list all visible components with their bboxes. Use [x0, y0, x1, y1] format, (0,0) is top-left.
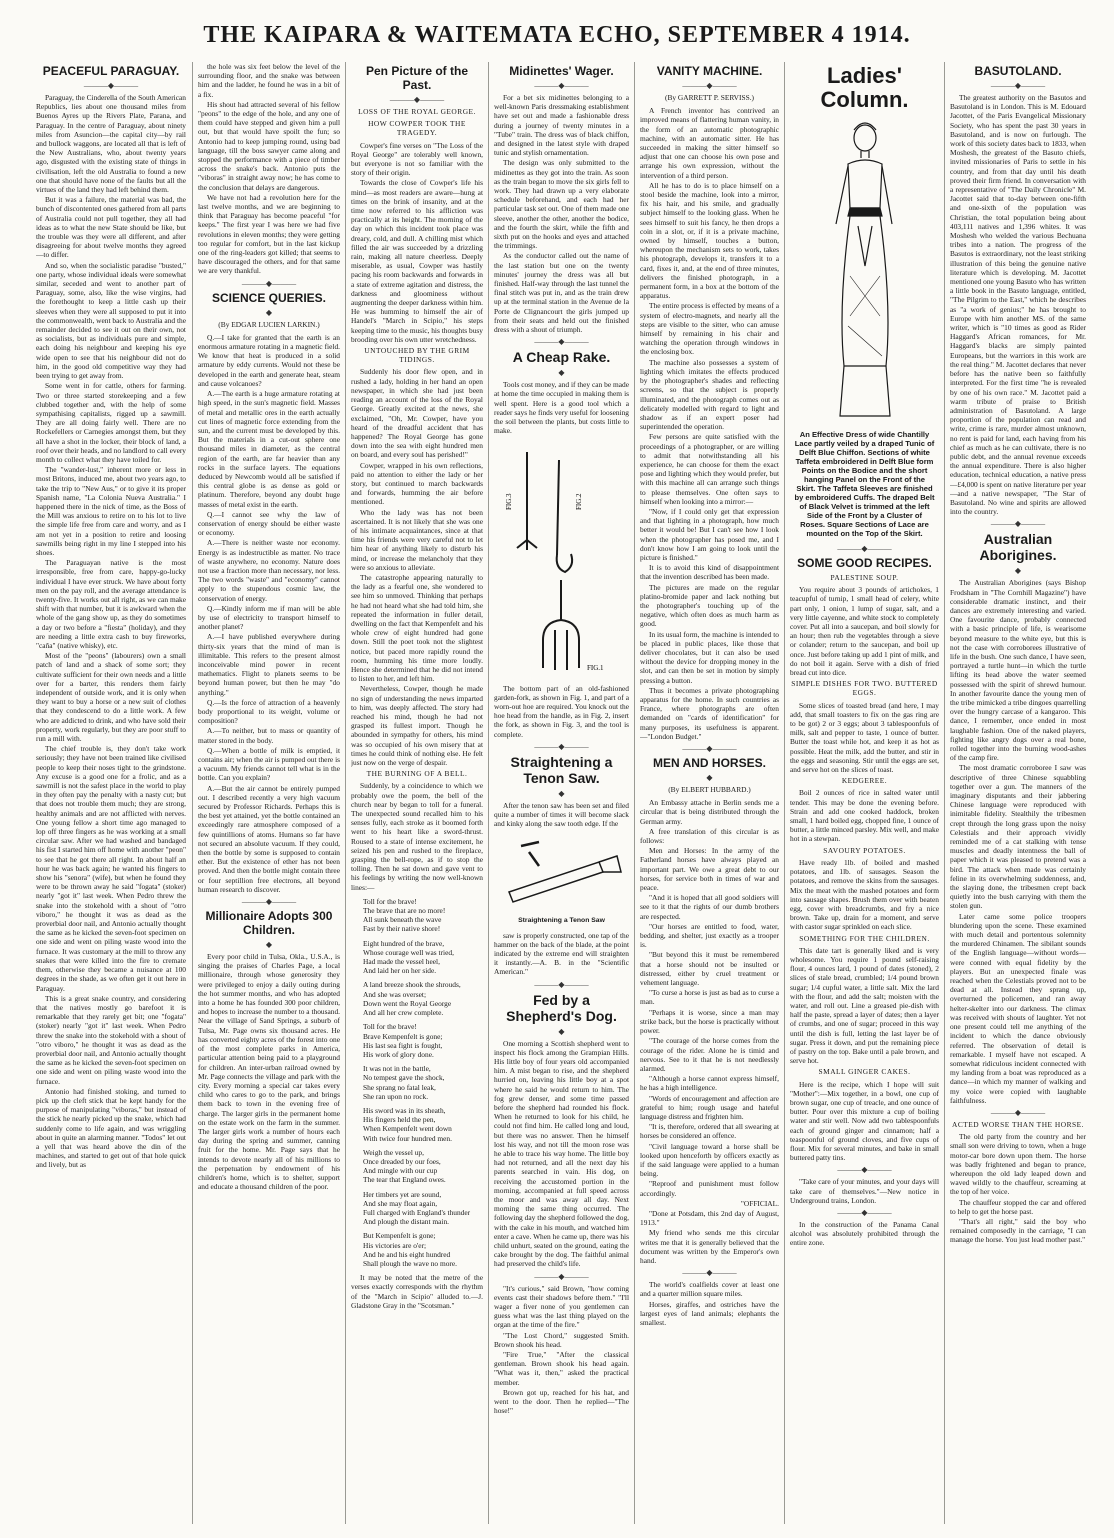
- separator: ———◆———: [990, 1107, 1046, 1117]
- poem-line: And she was overset;: [363, 989, 427, 999]
- poem-line: She ran upon no rock.: [363, 1091, 429, 1101]
- poem-line: And all her crew complete.: [363, 1008, 444, 1018]
- column-rule: [192, 62, 193, 1524]
- paragraph: The entire process is effected by means of a system of electro-magnets, and nearly all the steps are visible to the sitter, who can amuse himself by remaining in his chair and watching the operation through windows in the enclosing box.: [640, 301, 779, 357]
- separator: ———◆———: [837, 1208, 892, 1217]
- column-rule: [634, 62, 635, 1524]
- paragraph: We have not had a revolution here for the last twelve months, and we are beginning to think that Paraguay has become peaceful "for keeps." The first year I was here we had five revolutions in eleven months; they were getting too regular for comfort, but in the last kickup one of the ring-leaders got killed; that seems to have discouraged the others, and for that same we are very thankful.: [198, 192, 340, 276]
- paragraph: Q.—I cannot see why the law of conservation of energy should be either waste or economy.: [198, 509, 340, 538]
- paragraph: This is a great snake country, and considering that the natives mostly go barefoot it is remarkable that they rarely get bit; one "fogata" (stoker) nearly "got it" last week. When Pedro threw the snake into the stokehold with a shout of "otro viboro," he thought it was as dead as the proverbial door nail, and Antonio actually thought the same as he kicked the seven-foot specimen on one side and went on piling waste wood into the furnace.: [36, 993, 186, 1086]
- subheading: UNTOUCHED BY THE GRIM TIDINGS.: [364, 346, 470, 365]
- separator: ◆: [706, 773, 713, 783]
- paragraph: A.—But the air cannot be entirely pumped out. I described recently a very high vacuum secured by Professor Richards. Perhaps this is the best yet attained, yet the bottle contained an exceedingly rare atmosphere composed of a few quintillions of atoms. Humans so far have not secured an absolute vacuum. If they could, then the bottle by some is supposed to contain ether. But the existence of ether has not been proved. And then the bottle might contain three or four septillion free electrons, all beyond human research to discover.: [198, 783, 340, 894]
- subheading: ACTED WORSE THAN THE HORSE.: [952, 1119, 1084, 1129]
- head: [854, 125, 876, 151]
- paragraph: The chauffeur stopped the car and offered to help to get the horse past.: [950, 1197, 1086, 1216]
- column-6: [790, 62, 939, 1524]
- poem-line: His work of glory done.: [363, 1049, 434, 1059]
- paragraph: Later came some police troopers blundering upon the scene. These examined with much detail and portentous solemnity the murdered Chinamen. The sibilant sounds of the English language—without words—were conned with equal fidelity by the players. But an unexpected finale was reached when the Celestials proved not to be dead at all. Instead they sprang up, overturned the policemen, and ran away helter-skelter into our darkness. The climax was received with shouts of laughter. Yet not one present could tell me anything of the incident to which the dance obviously referred. The observation of detail is remarkable. I myself have not escaped. A somewhat ridiculous incident connected with my landing from a boat was reproduced as a dance—in which my manner of walking and my voice were copied with laughable faithfulness.: [950, 911, 1086, 1105]
- paragraph: Q.—I take for granted that the earth is an enormous armature rotating in a magnetic field. We know that heat is produced in a solid armature by eddy currents. Would not these be developed in the earth and generate heat, steam and cause volcanoes?: [198, 332, 340, 388]
- headline-midinettes: Midinettes' Wager.: [509, 64, 614, 78]
- paragraph: A.—To neither, but to mass or quantity of matter stored in the body.: [198, 726, 340, 745]
- poem-line: Weigh the vessel up,: [363, 1147, 424, 1157]
- paragraph: "Reproof and punishment must follow accordingly.: [640, 1179, 779, 1198]
- skirt: [840, 366, 890, 416]
- separator: ———◆———: [241, 897, 297, 907]
- byline: (By EDGAR LUCIEN LARKIN.): [218, 319, 320, 329]
- paragraph: Paraguay, the Cinderella of the South American Republics, lies about one thousand miles from Buenos Ayres up the Rivers Plate, Parana, and Paraguay. In the centre of Paraguay, about ninety miles from Asuncion—the capital city—by rail and bullock waggons, are located all that is left of the New Australians, who, about twenty years ago, disgusted with the existing state of things in civilisation, left the old Australia to found a new one that should have none of the faults but all the virtues of the land they had left behind them.: [36, 93, 186, 195]
- poem-line: Shall plough the wave no more.: [363, 1258, 458, 1268]
- paragraph: saw is properly constructed, one tap of the hammer on the back of the blade, at the point indicated by the extreme end will straighten it instantly.—A. B. in the "Scientific American.": [494, 930, 629, 977]
- subheading: HOW COWPER TOOK THE TRAGEDY.: [368, 119, 466, 138]
- poem-line: Once dreaded by our foes,: [363, 1156, 441, 1166]
- separator: ———◆———: [990, 519, 1046, 529]
- separator: ———◆———: [990, 81, 1046, 90]
- poem-line: His last sea fight is fought,: [363, 1040, 443, 1050]
- column-1: [36, 62, 186, 1524]
- dress-caption: An Effective Dress of wide Chantilly Lace partly veiled by a draped Tunic of Delft Blue Chiffon. Sections of white Taffeta embroidered in Delft Blue form Points on the Bodice and the short hanging Panel on the Front of the Skirt. The Taffeta Sleeves are finished by embroidered Cuffs. The draped Belt of Black Velvet is trimmed at the left Side of the Front by a Cluster of Roses. Square Sections of Lace are mounted on the Top of the Skirt.: [794, 430, 935, 538]
- fig2-handle: [557, 460, 559, 555]
- paragraph: "But beyond this it must be remembered that a horse should not be insulted or distressed, either by cruel treatment or vehement language.: [640, 950, 779, 988]
- separator: ———◆———: [241, 278, 297, 288]
- paragraph: A.—The earth is a huge armature rotating at high speed, in the sun's magnetic field. Masses of metal and metallic ores in the earth actually cut lines of magnetic force extending from the sun, and the current must be developed by this. But the materials in a cut-out sphere one thousand miles in diameter, as the central region of the earth, are far heavier than any rocks in the surface layers. The equations deduced by Newcomb would all be satisfied if this central globe is as dense as gold or platinum. Therefore, beyond any doubt huge masses of metal exist in the earth.: [198, 389, 340, 509]
- paragraph: Antonio had finished stoking, and turned to pick up the cleft stick that he kept handy for the purpose of manipulating "viboras," but instead of the stick he nearly picked up the snake, which had suddenly come to life again, and was wriggling about in quite an alarming manner. "Todos" let out a yell that was heard above the din of the machines, and started to get out of that hole quick and lively, but as: [36, 1086, 186, 1170]
- headline-peaceful-paraguay: PEACEFUL PARAGUAY.: [42, 64, 180, 78]
- subheading: LOSS OF THE ROYAL GEORGE.: [358, 107, 476, 116]
- poem-line: When Kempenfelt went down: [363, 1124, 452, 1134]
- paragraph: Cowper's fine verses on "The Loss of the Royal George" are tolerably well known, but everyone is not so familiar with the story of their origin.: [351, 140, 483, 178]
- paragraph: Q.—When a bottle of milk is emptied, it contains air; when the air is pumped out there is a vacuum. My friends cannot tell what is in the bottle. Can you explain?: [198, 745, 340, 783]
- poem-line: Eight hundred of the brave,: [363, 938, 445, 948]
- column-rule: [944, 62, 945, 1524]
- paragraph: "That's all right," said the boy who remained composedly in the carriage, "I can manage the horse. You just lead mother past.": [950, 1216, 1086, 1245]
- bodice: [848, 160, 882, 208]
- paragraph: A.—There is neither waste nor economy. Energy is as indestructible as matter. No trace of waste anywhere, no economy. Nature does not use a fraction more than necessary, nor less. The two words "waste" and "economy" cannot apply to the stupendous cosmic law, the conservation of energy.: [198, 538, 340, 603]
- separator: ◆: [1014, 566, 1022, 576]
- poem: [351, 897, 483, 1268]
- separator: ———◆———: [83, 81, 139, 90]
- paragraph: "The Lost Chord," suggested Smith. Brown shook his head.: [494, 1330, 629, 1349]
- velvet-belt: [848, 208, 882, 216]
- poem-line: And he and his eight hundred: [363, 1249, 451, 1259]
- separator: ———◆———: [682, 81, 737, 90]
- paragraph: His shout had attracted several of his fellow "peons" to the edge of the hole, and any one of them could have stepped and given him a pull out, but that would have spoilt the fun; so Antonio had to keep jumping round, using bad language, till the boss sawyer came along and stopped the performance with a piece of timber across the snake's back. Antonio puts the "viboras" in straight away now; he has come to the conclusion that delays are dangerous.: [198, 99, 340, 192]
- lace-pattern: [848, 276, 882, 356]
- paragraph: Q.—Is the force of attraction of a heavenly body proportional to its weight, volume or composition?: [198, 697, 340, 726]
- paragraph: "Perhaps it is worse, since a man may strike back, but the horse is practically without power.: [640, 1007, 779, 1036]
- separator: ———◆———: [534, 337, 589, 347]
- rake-illustration: [499, 440, 624, 680]
- column-3: [351, 62, 483, 1524]
- byline: (By GARRETT P. SERVISS.): [665, 93, 754, 102]
- column-7: [950, 62, 1086, 1524]
- subheading: KEDGEREE.: [841, 776, 888, 786]
- paragraph: It may be noted that the metre of the verses exactly corresponds with the rhythm of the "March in Scipio" alluded to.—J. Gladstone Gray in the "Scotsman.": [351, 1273, 483, 1310]
- poem-line: But Kempenfelt is gone;: [363, 1231, 436, 1241]
- separator: ———◆———: [837, 544, 892, 553]
- headline-science-queries: SCIENCE QUERIES.: [211, 290, 327, 305]
- paragraph: The pictures are made on the regular platino-bromide paper and lack nothing but the photographer's touching up of the negative, which often does as much harm as good.: [640, 582, 779, 629]
- poem-line: The brave that are no more!: [363, 906, 446, 916]
- poem-line: A land breeze shook the shrouds,: [363, 980, 461, 990]
- poem-line: Had made the vessel heel,: [363, 957, 440, 967]
- poem-line: Her timbers yet are sound,: [363, 1189, 442, 1199]
- paragraph: As the conductor called out the name of the last station but one on the twenty minutes' journey the dress was all but finished. Half-way through the last tunnel the final stitch was put in, and as the train drew up at the terminal station in the Avenue de la Porte de Clignancourt the girls jumped up from their seats and held out the finished dress with a shout of triumph.: [494, 251, 629, 335]
- poem-line: Brave Kempenfelt is gone;: [363, 1031, 443, 1041]
- poem-line: Toll for the brave!: [363, 896, 417, 906]
- paragraph: An Embassy attache in Berlin sends me a circular that is being distributed through the German army.: [640, 798, 779, 826]
- paragraph: Cowper, wrapped in his own reflections, paid no attention to either the lady or her story, but continued to march backwards and forwards, humming the air before mentioned.: [351, 460, 483, 507]
- column-5: [640, 62, 779, 1524]
- poem-line: Down went the Royal George: [363, 998, 452, 1008]
- poem-line: With twice four hundred men.: [363, 1133, 452, 1143]
- fig-label-3: FIG.3: [505, 492, 513, 510]
- saw-caption: Straightening a Tenon Saw: [518, 917, 605, 925]
- paragraph: Horses, giraffes, and ostriches have the largest eyes of land animals; elephants the smallest.: [640, 1299, 779, 1327]
- poem-line: No tempest gave the shock,: [363, 1073, 445, 1083]
- paragraph: Here is the recipe, which I hope will suit "Mother":—Mix together, in a bowl, one cup of brown sugar, one cup of treacle, and one ounce of butter. Pour over this mixture a cup of boiling water and stir well. Now add two tablespoonfuls each of ground ginger and cinnamon; half a teaspoonful of ground cloves, and five cups of flour. Mix for several minutes, and bake in small buttered patty tins.: [790, 1079, 939, 1163]
- headline-millionaire: Millionaire Adopts 300 Children.: [205, 909, 333, 938]
- paragraph: "Our horses are entitled to food, water, bedding, and shelter, just exactly as a trooper is.: [640, 921, 779, 950]
- separator: ◆: [558, 1026, 565, 1036]
- paragraph: Q.—Kindly inform me if man will be able by use of electricity to transport himself to another planet?: [198, 603, 340, 632]
- paragraph: One morning a Scottish shepherd went to inspect his flock among the Grampian Hills. His little boy of four years old accompanied him. A mist began to rise, and the shepherd hurried on, leaving his little boy at a spot where he said he would return to him. The fog grew denser, and some time passed before the shepherd had rounded his flock. When he returned to look for his child, he could not find him. He called long and loud, but there was no answer. Then he himself lost his way, and not till the moon rose was he able to trace his way home. The little boy had not returned, and all the next day his parents searched in vain. His dog, on receiving the accustomed portion in the morning, accompanied at full speed across the moor and was away all day. Next morning the same thing occurred. The following day the shepherd followed the dog, with the cake in his mouth, and watched him enter a cave. When he came up, there was his child unhurt, seated on the ground, eating the cake brought by the dog. The faithful animal had preserved the child's life.: [494, 1038, 629, 1269]
- separator: ———◆———: [534, 979, 589, 989]
- fig1-fork-bend: [543, 620, 579, 640]
- paragraph: The Australian Aborigines (says Bishop Frodsham in "The Cornhill Magazine") have considerable dramatic instinct, and their dances are extremely interesting and varied. One favourite dance, probably connected with a basic principle of life, is wearisome beyond measure to the white eye, but this is not the case with corroborees illustrative of life in the bush. One such dance, I have seen, portrayed a turtle hunt—in which the turtle lifting its head above the water seemed possessed with the spirit of shrewd humour. In another favourite dance the young men of the tribe mimicked a tribe dingoes quarrelling over the hungry carcase of a kangaroo. This dance, I remember, once ended in most laughable fashion. One of the naked players, fighting like angry dogs over a real bone, rolled together into the burning wood-ashes of the camp fire.: [950, 578, 1086, 763]
- paragraph: "It is, therefore, ordered that all swearing at horses be considered an offence.: [640, 1122, 779, 1141]
- poem-line: And mingle with our cup: [363, 1166, 438, 1176]
- paragraph: In its usual form, the machine is intended to be placed in public places, like those that deliver chocolates, but it can also be used without the device for dropping money in the slot, and can then be set in motion by simply pressing a button.: [640, 629, 779, 685]
- column-4: [494, 62, 629, 1524]
- paragraph: The greatest authority on the Basutos and Basutoland is in London. This is M. Edouard Jacottet, of the Paris Evangelical Missionary Society, who has spent the past 30 years in Basutoland, and is now on furlough. The work of this society dates back to 1833, when Moshesh, the greatest of the Basuto chiefs, invited missionaries of Paris to settle in his country, and from that day until his death proved their firm friend. In conversation with a representative of "The Daily Chronicle" M. Jacottet said that to-day between one-fifth and one-sixth of the population was Christian, the total population being about 403,111 natives and 1,396 whites. It was Moshesh who welded the various Bechuana tribes into a nation. The progress of the Basutos is extraordinary, not the least striking illustration of this being the genuine native literature which is developing. M. Jacottet mentioned one young Basuto who has written a little book in the Basuto language, entitled, "The Pilgrim to the East," which he describes as "a work of genius;" he has brought to Europe with him another MS. of the same writer, which is "10 times as good as Rider Haggard's African romances, for Mr. Haggard's blacks are simply painted Europeans, but the warriors in this work are the real thing." M. Jacottet declares that never before has the native been so faithfully interpreted. For the first time "he is revealed by one of his own race." M. Jacottet paid a warm tribute of praise to British administration of Basutoland. A large proportion of the population can read and write, crime is rare, murder almost unknown, no rent is paid for land, each having from his chief as much as he can cultivate, there is no public debt, and the annual revenue exceeds the annual expenditure. There is also higher education, technical education, a native press—£4,000 is spent on native literature per year—and a native newspaper, "The Star of Basutoland. No wine and spirits are allowed into the country.: [950, 93, 1086, 517]
- paragraph: Suddenly his door flew open, and in rushed a lady, holding in her hand an open newspaper, in which she had just been reading an account of the loss of the Royal George. Greatly excited at the news, she exclaimed, "Oh, Mr. Cowper, have you heard of the dreadful accident that has happened? The Royal George has gone down into the sea with eight hundred men on board, and every soul has perished!": [351, 367, 483, 460]
- headline-basutoland: BASUTOLAND.: [974, 64, 1062, 78]
- paragraph: The old party from the country and her small son were driving to town, when a huge motor-car bore down upon them. The horse was badly frightened and began to prance, whereupon the old lady leaped down and waved wildly to the chauffeur, screaming at the top of her voice.: [950, 1132, 1086, 1197]
- subheading: SIMPLE DISHES FOR TWO. BUTTERED EGGS.: [791, 679, 938, 698]
- separator: ◆: [265, 307, 273, 317]
- separator: ———◆———: [837, 1165, 892, 1175]
- paragraph: But it was a failure, the material was bad, the bunch of discontented ones gathered from all parts of Australia could not pull together, they all had ideas as to what the new State should be like, but the trouble was they were all different, and after disagreeing for about twelve months they agreed—to differ.: [36, 195, 186, 260]
- paragraph: Suddenly, by a coincidence to which we probably owe the poem, the bell of the church near by began to toll for a funeral. The unexpected sound recalled him to his senses fully, each stroke as it boomed forth went to his heart like a sword-thrust. Roused to a state of intense excitement, he seized his pen and rushed to the fireplace, grasping the bell-rope, as if to stop the tolling. Then he sat down and gave vent to his feelings by writing the now well-known lines:—: [351, 781, 483, 892]
- paragraph: Boil 2 ounces of rice in salted water until tender. This may be done the evening before. Strain and add one cooked haddock, broken small, 1 hard boiled egg, chopped fine, 1 ounce of butter, a little minced parsley. Mix well, and make hot in a stewpan.: [790, 788, 939, 844]
- paragraph: A.—I have published everywhere during thirty-six years that the mind of man is illimitable. This refers to the present almost inconceivable mind power in recent mathematics. Flight to planets seems to be beyond human power, but then he may "do anything.": [198, 632, 340, 697]
- headline-ladies-column: Ladies' Column.: [820, 63, 909, 112]
- poem-line: The tear that England owes.: [363, 1175, 446, 1185]
- poem-line: Full charged with England's thunder: [363, 1207, 471, 1217]
- front-panel: [858, 226, 872, 266]
- paragraph: "Now, if I could only get that expression and that lighting in a photograph, how much better it would be! But I can't see how I look when the photographer has posed me, and I don't know how I am going to look until the picture is finished.": [640, 506, 779, 562]
- fig-label-2: FIG.2: [575, 492, 583, 510]
- fig3-fork-head: [517, 540, 537, 550]
- paragraph: "Words of encouragement and affection are grateful to him; rough usage and hateful language distress and frighten him.: [640, 1093, 779, 1121]
- paragraph: Towards the close of Cowper's life his mind—as most readers are aware—hung at times on the brink of insanity, and at the time now referred to his affliction was practically at its height. The morning of the day on which this incident took place was dreary, cold, and dull. A chilling mist which filled the air was succeeded by a drizzling rain, making all nature cheerless. Deeply miserable, as usual, Cowper was hastily pacing his room backwards and forwards in a state of extreme agitation and distress, the darkness and gloominess without augmenting the deeper darkness within him. He was humming to himself the air of Handel's "March in Scipio," his steps keeping time to the music, his thoughts busy brooding over his own utter wretchedness.: [351, 178, 483, 344]
- paragraph: After the tenon saw has been set and filed quite a number of times it will become slack and kinky along the saw tooth edge. If the: [494, 800, 629, 829]
- subheading: SAVOURY POTATOES.: [823, 845, 906, 855]
- separator: ———◆———: [389, 95, 445, 104]
- paragraph: It is to avoid this kind of disappointment that the invention described has been made.: [640, 563, 779, 582]
- headline-men-and-horses: MEN AND HORSES.: [653, 756, 766, 771]
- paragraph: Nevertheless, Cowper, though he made no sign of understanding the news imparted to him, was deeply affected. The story had reached his mind, though he had not grasped its fullest import. Though he abounded in sympathy for others, his mind was so occupied of his own misery that at times he could think of nothing else. He felt just now on the verge of despair.: [351, 684, 483, 768]
- headline-cheap-rake: A Cheap Rake.: [512, 349, 611, 366]
- poem-line: And laid her on her side.: [363, 966, 437, 976]
- hammer: [521, 842, 539, 866]
- paragraph: "The courage of the horse comes from the courage of the rider. Alone he is timid and nervous. See to it that he is not needlessly alarmed.: [640, 1036, 779, 1073]
- poem-line: And plough the distant main.: [363, 1217, 450, 1227]
- paragraph: Brown got up, reached for his hat, and went to the door. Then he replied—"The hose!": [494, 1387, 629, 1416]
- paragraph: And so, when the socialistic paradise "busted," one party, whose individual ideals were somewhat similar, seceded and went to another part of Paraguay, some, also, like the wise virgins, had the forethought to keep a little cash up their sleeves when they were all supposed to put it into the commonwealth, went back to Australia and the remainder decided to see it out on their own, not as socialists, but as individuals pure and simple, each doing his neighbour and keeping his eye wide open to see that his neighbour did not do him, in the good old competitive way they had been trying to get away from.: [36, 260, 186, 381]
- paragraph: Who the lady was has not been ascertained. It is not likely that she was one of his intimate acquaintances, since at that time his friends were very careful not to let him hear of anything likely to disturb his mind, or increase the melancholy that they were so anxious to alleviate.: [351, 507, 483, 572]
- poem-line: His fingers held the pen,: [363, 1115, 436, 1125]
- paragraph: "Civil language toward a horse shall be looked upon henceforth by officers exactly as if the said language were applied to a human being.: [640, 1141, 779, 1179]
- paragraph: Thus it becomes a private photographing apparatus for the home. In such countries as France, where photographs are often demanded on "cards of identification" for many purposes, its usefulness is apparent.—"London Budget.": [640, 685, 779, 741]
- paragraph: All he has to do is to place himself on a stool beside the machine, look into a mirror, fix his hair, and his smile, and gradually subject himself to the looking glass. When he sees himself to suit his fancy, he then drops a coin in a slot, or, if it is a private machine, owned by himself, touches a button, whereupon the mechanism sets to work, takes his photograph, develops it, transfers it to a card, fixes it, and, at the end of three minutes, delivers the finished photograph, in a permanent form, in a box at the bottom of the apparatus.: [640, 180, 779, 301]
- separator: ———◆———: [682, 744, 737, 754]
- paragraph: Some slices of toasted bread (and here, I may add, that small toasters to fix on the gas ring are to be got) 2 or 3 eggs; about 3 tablespoonfuls of milk, salt and pepper to taste, 1 ounce of butter. Butter the toast while hot, and keep it as hot as possible. Heat the milk, add the butter, and stir in the eggs and seasoning. Stir until the eggs are set, and serve hot on the slices of toast.: [790, 700, 939, 775]
- poem-line: Toll for the brave!: [363, 1022, 417, 1032]
- paragraph: A free translation of this circular is as follows:: [640, 826, 779, 846]
- separator: ———◆———: [682, 1268, 737, 1278]
- headline-pen-picture: Pen Picture of the Past.: [365, 64, 469, 92]
- paragraph: Few persons are quite satisfied with the proceedings of a photographer, or are willing to admit that notwithstanding all his experience, he can choose for them the exact pose and lighting which they would prefer, but with this machine all can arrange such things to please themselves. One often says to himself when looking into a mirror:—: [640, 432, 779, 506]
- fig2-hoe-head: [557, 554, 572, 572]
- fig-label-1: FIG.1: [587, 663, 604, 672]
- column-2: [198, 62, 340, 1524]
- separator: ———◆———: [534, 1271, 589, 1281]
- subheading: THE BURNING OF A BELL.: [366, 769, 468, 779]
- tunic: [842, 216, 888, 366]
- paragraph: "Take care of your minutes, and your days will take care of themselves."—New notice in Underground trains, London.: [790, 1177, 939, 1205]
- paragraph: The machine also possesses a system of lighting which imitates the effects produced by the photographer's shades and reflecting screens, so that the subject is properly illuminated, and the photograph comes out as delicately modelled with regard to light and shadow as if an expert poser had superintended the operation.: [640, 357, 779, 432]
- headline-australian-aborigines: Australian Aborigines.: [979, 531, 1057, 564]
- paragraph: For a bet six midinettes belonging to a well-known Paris dressmaking establishment have set out and made a fashionable dress during a journey of twenty minutes in a "Tube" train. The dress was of black chiffon, and designed in the latest style with draped tunic and stylish ornamentation.: [494, 93, 629, 158]
- paragraph: Some went in for cattle, others for farming. Two or three started storekeeping and a few clubbed together and, with the help of some sympathising capitalists, rigged up a sawmill. They are all doing fairly well. There are no Rockefellers or Carnegies amongst them, but they all have a shot in the locker, their block of land, a roof over their heads, and no landlord to call every month to collect what they have toiled for.: [36, 381, 186, 464]
- separator: ◆: [558, 788, 565, 798]
- paragraph: Most of the "peons" (labourers) own a small patch of land and a shack of some sort; they cultivate sufficient for their own needs and a little over for a barter, this renders them fairly independent of outside work, and it is only when they want to buy a horse or a new suit of clothes that they condescend to do a little work. A few who are addicted to drink, and who have sold their property, work regularly, but they are poor stuff to run a mill with.: [36, 651, 186, 744]
- masthead: THE KAIPARA & WAITEMATA ECHO, SEPTEMBER 4 1914.: [203, 22, 911, 48]
- column-rule: [784, 62, 785, 1524]
- paragraph: The chief trouble is, they don't take work seriously; they have not been trained like civilised people to keep their noses tight to the grindstone. Any excuse is a good one for a frolic, and as a sawmill is not the safest place in the world to play in they often pay the penalty with a nasty cut; but that does not trouble them much; they are strong, healthy animals and are not afflicted with nerves. One young fellow a short time ago managed to lop off three fingers as he was working at a small circular saw. After we had washed and bandaged his fist I started him off home with another "peon" to see that he got there all right. In about half an hour he was back again; he wanted his fingers to show his "senora" (wife), but when he found they were to be thrown away he said "fogata" (stoker) nearly "got it" last week. When Pedro threw the snake into the stokehold with a shout of "otro viboro," he thought it was as dead as the proverbial door nail, and Antonio actually thought the same as he kicked the seven-foot specimen on one side and went on piling waste wood into the furnace. It was customary at the mill to throw any snakes that were killed into the fire to cremate them, otherwise they became a nuisance at 100 degrees in the shade, as we often get it out here in Paraguay.: [36, 744, 186, 993]
- dress-illustration: [810, 116, 920, 426]
- subheading: SMALL GINGER CAKES.: [818, 1067, 911, 1077]
- column-rule: [488, 62, 489, 1524]
- paragraph: The Paraguayan native is the most irresponsible, free from care, happy-go-lucky individual I have ever struck. We have about forty men on the pay roll, and the average attendance is twenty-five. It works out all right, as we can make shift with that number, but it is awkward when the whole of the gang show up, as they do sometimes a day or two before a "fiesta" (holiday), and they are needing a little extra cash to buy fireworks, "caña" (native whisky), etc.: [36, 558, 186, 650]
- saw-blade: [509, 862, 603, 902]
- paragraph: In the construction of the Panama Canal alcohol was absolutely prohibited through the entire zone.: [790, 1220, 939, 1248]
- paragraph: This date tart is generally liked and is very wholesome. You require 1 pound self-raising flour, 4 ounces lard, 1 pound of dates (stoned), 2 slices of stale bread, crumbled; 1/4 pound brown sugar; 1/4 cupful water, a little salt. Mix the lard with the flour, and add the salt; moisten with the water, and roll out. Line a greased pie-dish with half the paste, spread a layer of dates; then a layer of crumbs, and one of sugar; proceed in this way until the dish is full, letting the last layer be of sugar. Press it down, and put the remaining piece of pastry on the top. Bake until a pale brown, and serve hot.: [790, 945, 939, 1066]
- poem-line: She sprang no fatal leak,: [363, 1082, 436, 1092]
- paragraph: The "wander-lust," inherent more or less in most Britons, induced me, about two years ago, to take the trip to "New Aus," or to give it its proper Spanish name, "La Colonia Nueva Australia." I happened there in the nick of time, as the Boss of the Mill was anxious to retire on to his lot to live the simple life free from care and worry, and as I am not yet in a position to retire and loosing sawmills being right in my line I stepped into his shoes.: [36, 465, 186, 557]
- paragraph: Tools cost money, and if they can be made at home the time occupied in making them is well spent. Here is a good tool which a reader says he finds very useful for loosening the soil between the plants, but costs little to make.: [494, 380, 629, 436]
- paragraph: the hole was six feet below the level of the surrounding floor, and the snake was between him and the ladder, he found he was in a bit of a fix.: [198, 62, 340, 99]
- column-rule: [345, 62, 346, 1524]
- paragraph: The bottom part of an old-fashioned garden-fork, as shown in Fig. 1, and part of a worn-out hoe are required. You knock out the hoe head from the handle, as in Fig. 2, insert the fork, as shown in Fig. 3, and the tool is complete.: [494, 683, 629, 739]
- poem-line: All sunk beneath the wave: [363, 915, 442, 925]
- byline: (By ELBERT HUBBARD.): [668, 785, 751, 795]
- paragraph: "Fire True," "After the classical gentleman. Brown shook his head again. "What was it, then," asked the practical member.: [494, 1350, 629, 1387]
- separator: ———◆———: [534, 741, 589, 751]
- subheading: SOMETHING FOR THE CHILDREN.: [799, 933, 930, 943]
- paragraph: "And it is hoped that all good soldiers will see to it that the rights of our dumb brothers are respected.: [640, 893, 779, 921]
- paragraph: "Although a horse cannot express himself, he has a high intelligence.: [640, 1074, 779, 1093]
- poem-line: Fast by their native shore!: [363, 924, 441, 934]
- neck: [861, 151, 869, 158]
- paragraph: The catastrophe appearing naturally to the lady as a fearful one, she wondered to see him so unmoved. Thinking that perhaps he had not heard what she had told him, she repeated the information in fuller detail, dwelling on the fact that Kempenfelt and his whole crew of eight hundred had gone down. Still the poet took not the slightest notice, but paced more rapidly round the room, humming his time more loudly. Hence she determined that he did not intend to listen to her, and left him.: [351, 572, 483, 684]
- paragraph: "It's curious," said Brown, "how coming events cast their shadows before them." "I'll wager a fiver none of you gentlemen can guess what was the last thing played on the organ at the time of the fire.": [494, 1283, 629, 1330]
- paragraph: You require about 3 pounds of artichokes, 1 teacupful of turnip, 1 small head of celery, white part only, 1 onion, 1 lump of sugar, salt, and a very little cayenne, and white stock to completely cover. Put all into a saucepan, and boil slowly for an hour; then rub the vegetables through a sieve or colander; return to the saucepan, and boil up once. Just before taking up add 1 pint of milk, and do not boil it again. Serve with a dish of fried bread cut into dice.: [790, 585, 939, 678]
- paragraph: The most dramatic corroboree I saw was descriptive of three Chinese squabbling together over a gun. The manners of the imaginary disputants and their jabbering Chinese language were reproduced with inimitable fidelity. Stealthily the tribesmen crept through the long grass upon the noisy Celestials and their approach vividly reminded me of a cat stalking with tense muscles and deadly intentness the ball of paper which it was pleased to pretend was a bird. The attack when made was certainly feline in its overwhelming suddenness, and, the slaying done, the tribesmen crept back quietly into the bush carrying with them the stolen gun.: [950, 763, 1086, 911]
- separator: ◆: [265, 940, 273, 950]
- poem-line: His victories are o'er;: [363, 1240, 427, 1250]
- poem-line: His sword was in its sheath,: [363, 1105, 446, 1115]
- paragraph: Have ready 1lb. of boiled and mashed potatoes, and 1lb. of sausages. Season the potatoes, and remove the skins from the sausages. Mix the meat with the mashed potatoes and form into sausage shapes. Brush them over with beaten egg, cover with breadcrumbs, and fry a nice brown. Take up, drain for a moment, and serve with castor sugar sprinkled on each slice.: [790, 857, 939, 932]
- article-paraguay: [36, 93, 186, 1170]
- separator: ◆: [558, 368, 565, 378]
- poem-line: It was not in the battle,: [363, 1064, 431, 1074]
- saw-illustration: [499, 832, 624, 912]
- subheading: PALESTINE SOUP.: [830, 573, 899, 582]
- poem-line: Whose courage well was tried,: [363, 947, 454, 957]
- paragraph: "Done at Potsdam, this 2nd day of August, 1913.": [640, 1208, 779, 1228]
- paragraph: My friend who sends me this circular writes me that it is generally believed that the document was written by the Emperor's own hand.: [640, 1228, 779, 1265]
- poem-line: And she may float again,: [363, 1198, 438, 1208]
- signoff: "OFFICIAL.: [740, 1198, 779, 1208]
- headline-shepherds-dog: Fed by a Shepherd's Dog.: [506, 991, 617, 1024]
- paragraph: The design was only submitted to the midinettes as they got into the train. As soon as the train began to move the six girls fell to work. They had drawn up a very elaborate schedule beforehand, and each had her particular task set out. One of them made one sleeve, another the other, another the bodice, and the fourth the skirt, while the fifth and sixth put on the hooks and eyes and attached the trimmings.: [494, 158, 629, 251]
- headline-vanity-machine: VANITY MACHINE.: [656, 64, 763, 78]
- headline-some-good-recipes: SOME GOOD RECIPES.: [797, 556, 932, 570]
- paragraph: Every poor child in Tulsa, Okla., U.S.A., is singing the praises of Charles Page, a local millionaire, through whose generosity they were privileged to enjoy a daily outing during the hot summer months, and who has adopted into a home he has founded 300 poor children, and hopes to increase the number to a thousand. Near the village of Sand Springs, a suburb of Tulsa, Mr. Page owns six thousand acres. He has converted eighty acres of the forest into one of the most complete parks in America, particular attention being paid to a playground for children. An inter-urban railroad owned by Mr. Page connects the village and park with the city. Every morning a special car takes every child who cares to go to the park, and brings them back to town in the evening free of charge. The larger girls in the permanent home on the estate work on the farm in the summer. The larger girls work a number of hours each day during the spring and summer, canning fruit for the home. Mr. Page says that he intends to devote nearly all of his millions to the perpetuation by endowment of his children's home, which is to shelter, support and educate a thousand children of the poor.: [198, 952, 340, 1192]
- headline-tenon-saw: Straightening a Tenon Saw.: [510, 753, 613, 786]
- separator: ———◆———: [534, 81, 589, 90]
- paragraph: A French inventor has contrived an improved means of flattering human vanity, in the form of an automatic photographic machine, with an automatic sitter. He has succeeded in making the sitter himself so adjust that one can choose his own pose and arrange his own expression, without the intervention of a third person.: [640, 106, 779, 180]
- paragraph: "To curse a horse is just as bad as to curse a man.: [640, 988, 779, 1007]
- fig1-tines: [543, 630, 579, 670]
- paragraph: Men and Horses: In the army of the Fatherland horses have always played an important part. We owe a great debt to our horses, for service both in times of war and peace.: [640, 846, 779, 893]
- paragraph: The world's coalfields cover at least one and a quarter million square miles.: [640, 1280, 779, 1299]
